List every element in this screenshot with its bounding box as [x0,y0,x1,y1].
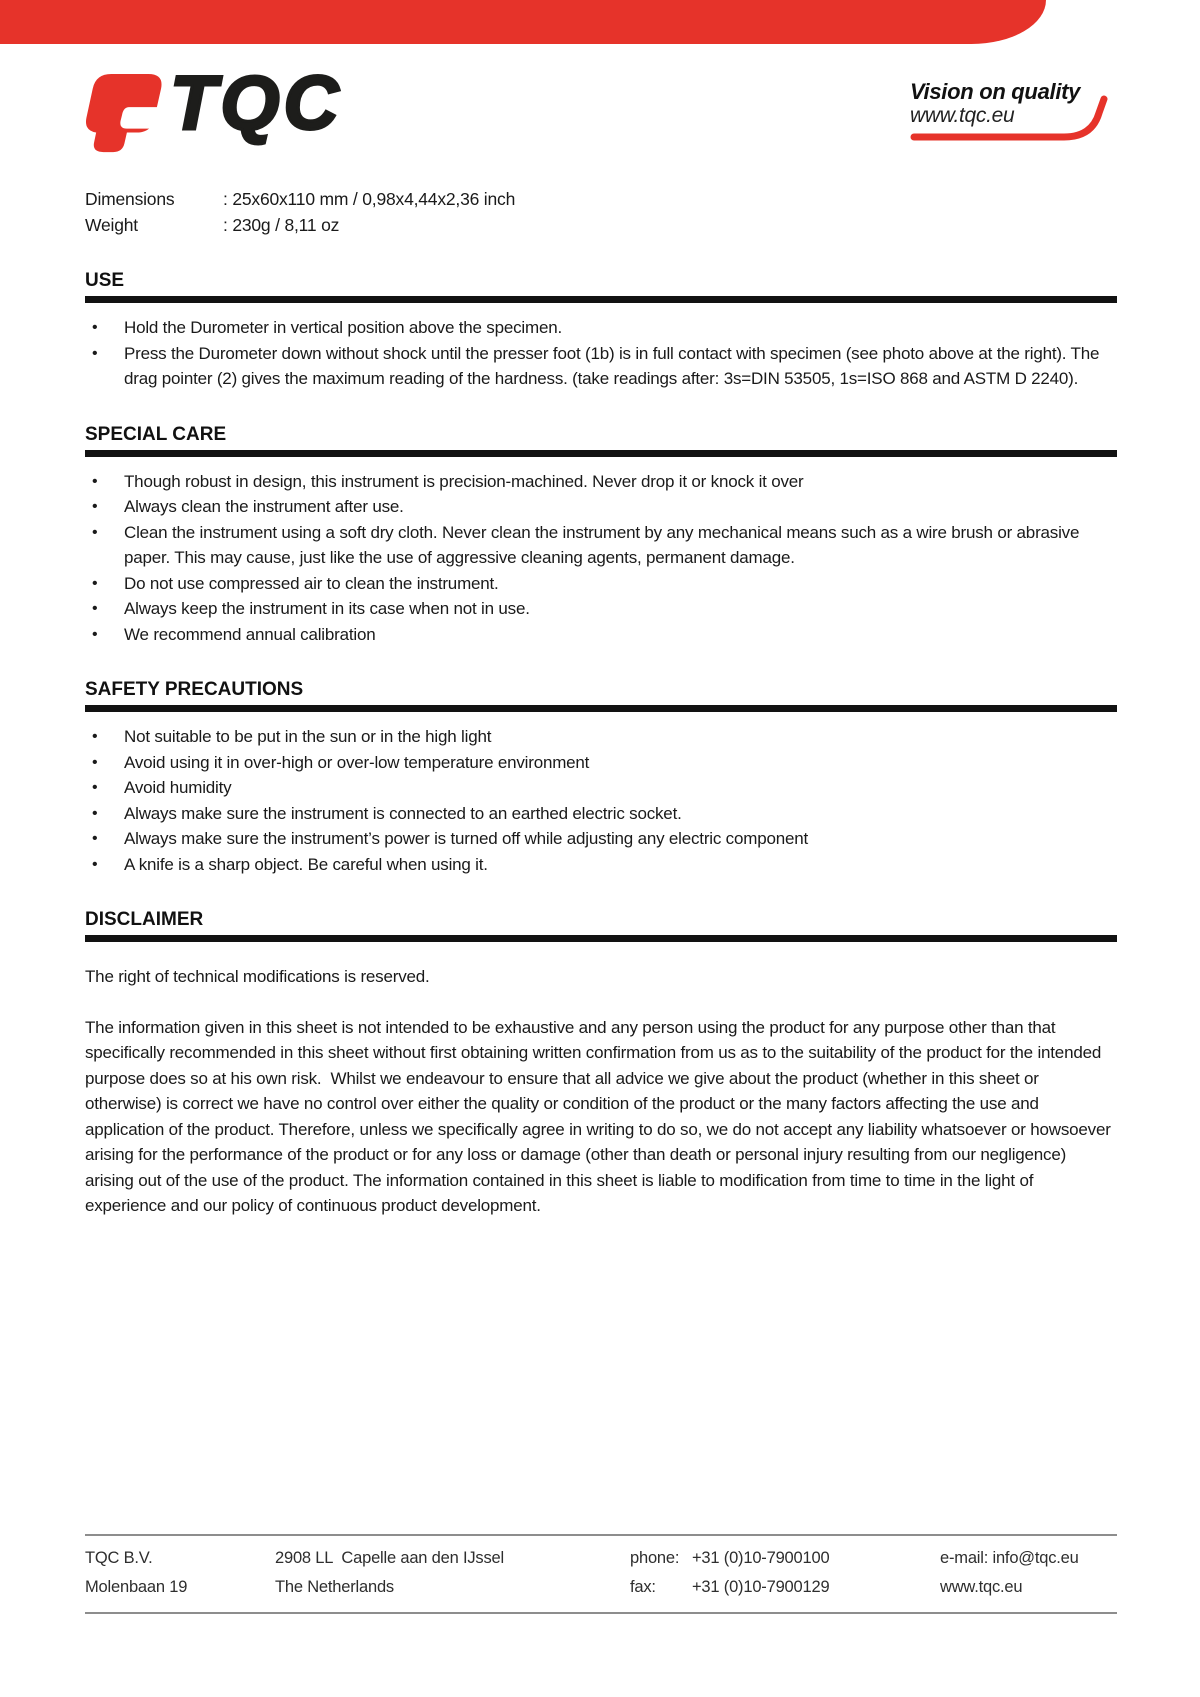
section-title: USE [85,270,125,291]
section-title: DISCLAIMER [85,909,204,930]
bullet-item: • Though robust in design, this instrument is precision-machined. Never drop it or knock it over [85,469,1117,495]
bullet-item: • Do not use compressed air to clean the instrument. [85,571,1117,597]
section-title: SPECIAL CARE [85,423,227,445]
footer-online [940,1544,1079,1602]
bullet-item: • Avoid using it in over-high or over-low temperature environment [85,750,1117,776]
spec-label: Dimensions [85,189,175,209]
section-disclaimer [85,907,1117,1219]
vision-url: www.tqc.eu [910,104,1015,127]
section-safety-precautions [85,677,1117,877]
bullet-item: • Press the Durometer down without shock until the presser foot (1b) is in full contact with specimen (see photo above at the right). The drag pointer (2) gives the maximum reading of the hardness. (take readings after: 3s=DIN 53505, 1s=ISO 868 and ASTM D 2240). [85,341,1117,392]
spec-value: : 230g / 8,11 oz [223,215,340,235]
bullet-item: • Always keep the instrument in its case when not in use. [85,596,1117,622]
section-title: SAFETY PRECAUTIONS [85,679,304,700]
spec-value: : 25x60x110 mm / 0,98x4,44x2,36 inch [223,189,516,209]
bullet-list [85,315,1117,392]
tqc-logo-wordmark: TQC [170,61,343,146]
bullet-item: • Avoid humidity [85,775,1117,801]
bullet-item: • Always make sure the instrument is connected to an earthed electric socket. [85,801,1117,827]
bullet-list [85,724,1117,877]
footer-phone-value: +31 (0)10-7900100 [692,1549,830,1567]
bullet-item: • Clean the instrument using a soft dry cloth. Never clean the instrument by any mechanical means such as a wire brush or abrasive paper. This may cause, just like the use of aggressive cleaning agents, permanent damage. [85,520,1117,571]
bullet-item: • Hold the Durometer in vertical position above the specimen. [85,315,1117,341]
section-special-care [85,422,1117,648]
section-rule [85,450,1117,457]
footer-address [275,1544,504,1602]
bullet-list [85,469,1117,648]
footer-line: e-mail: info@tqc.eu [940,1549,1079,1567]
section-rule [85,705,1117,712]
section-rule [85,935,1117,942]
footer-phone-label: phone: [630,1549,680,1567]
bullet-item: • We recommend annual calibration [85,622,1117,648]
footer-phone-value: +31 (0)10-7900129 [692,1578,830,1596]
spec-row [85,186,1117,212]
vision-tagline: Vision on quality [910,79,1081,104]
spec-list [85,186,1117,238]
footer-phone-label: fax: [630,1578,656,1596]
bullet-item: • Not suitable to be put in the sun or in the high light [85,724,1117,750]
footer-phone-row [630,1544,829,1573]
footer-phone-fax [630,1544,829,1602]
body-paragraph: The right of technical modifications is reserved. [85,967,430,986]
footer-phone-row [630,1573,829,1602]
body-paragraph: The information given in this sheet is not intended to be exhaustive and any person using the product for any purpose other than that specifically recommended in this sheet without first obtaining written confirmation from us as to the suitability of the product for the intended purpose does so at his own risk. Whilst we endeavour to ensure that all advice we give about the product (whether in this sheet or otherwise) is correct we have no control over either the quality or condition of the product or the many factors affecting the use and application of the product. Therefore, unless we specifically agree in writing to do so, we do not accept any liability whatsoever or howsoever arising for the performance of the product or for any loss or damage (other than death or personal injury resulting from our negligence) arising out of the use of the product. The information contained in this sheet is liable to modification from time to time in the light of experience and our policy of continuous product development. [85,1017,1116,1215]
section-rule [85,296,1117,303]
section-use [85,268,1117,392]
spec-label: Weight [85,215,138,235]
footer-line: 2908 LL Capelle aan den IJssel [275,1549,504,1567]
footer-line: The Netherlands [275,1578,394,1596]
footer-line: TQC B.V. [85,1549,153,1567]
bullet-item: • A knife is a sharp object. Be careful when using it. [85,852,1117,878]
bullet-item: • Always clean the instrument after use. [85,494,1117,520]
spec-row [85,212,1117,238]
document-body [85,0,1117,1219]
footer-line: Molenbaan 19 [85,1578,188,1596]
footer-line: www.tqc.eu [940,1578,1023,1596]
bullet-item: • Always make sure the instrument’s power is turned off while adjusting any electric component [85,826,1117,852]
page-footer [85,1534,1117,1614]
footer-company [85,1544,187,1602]
